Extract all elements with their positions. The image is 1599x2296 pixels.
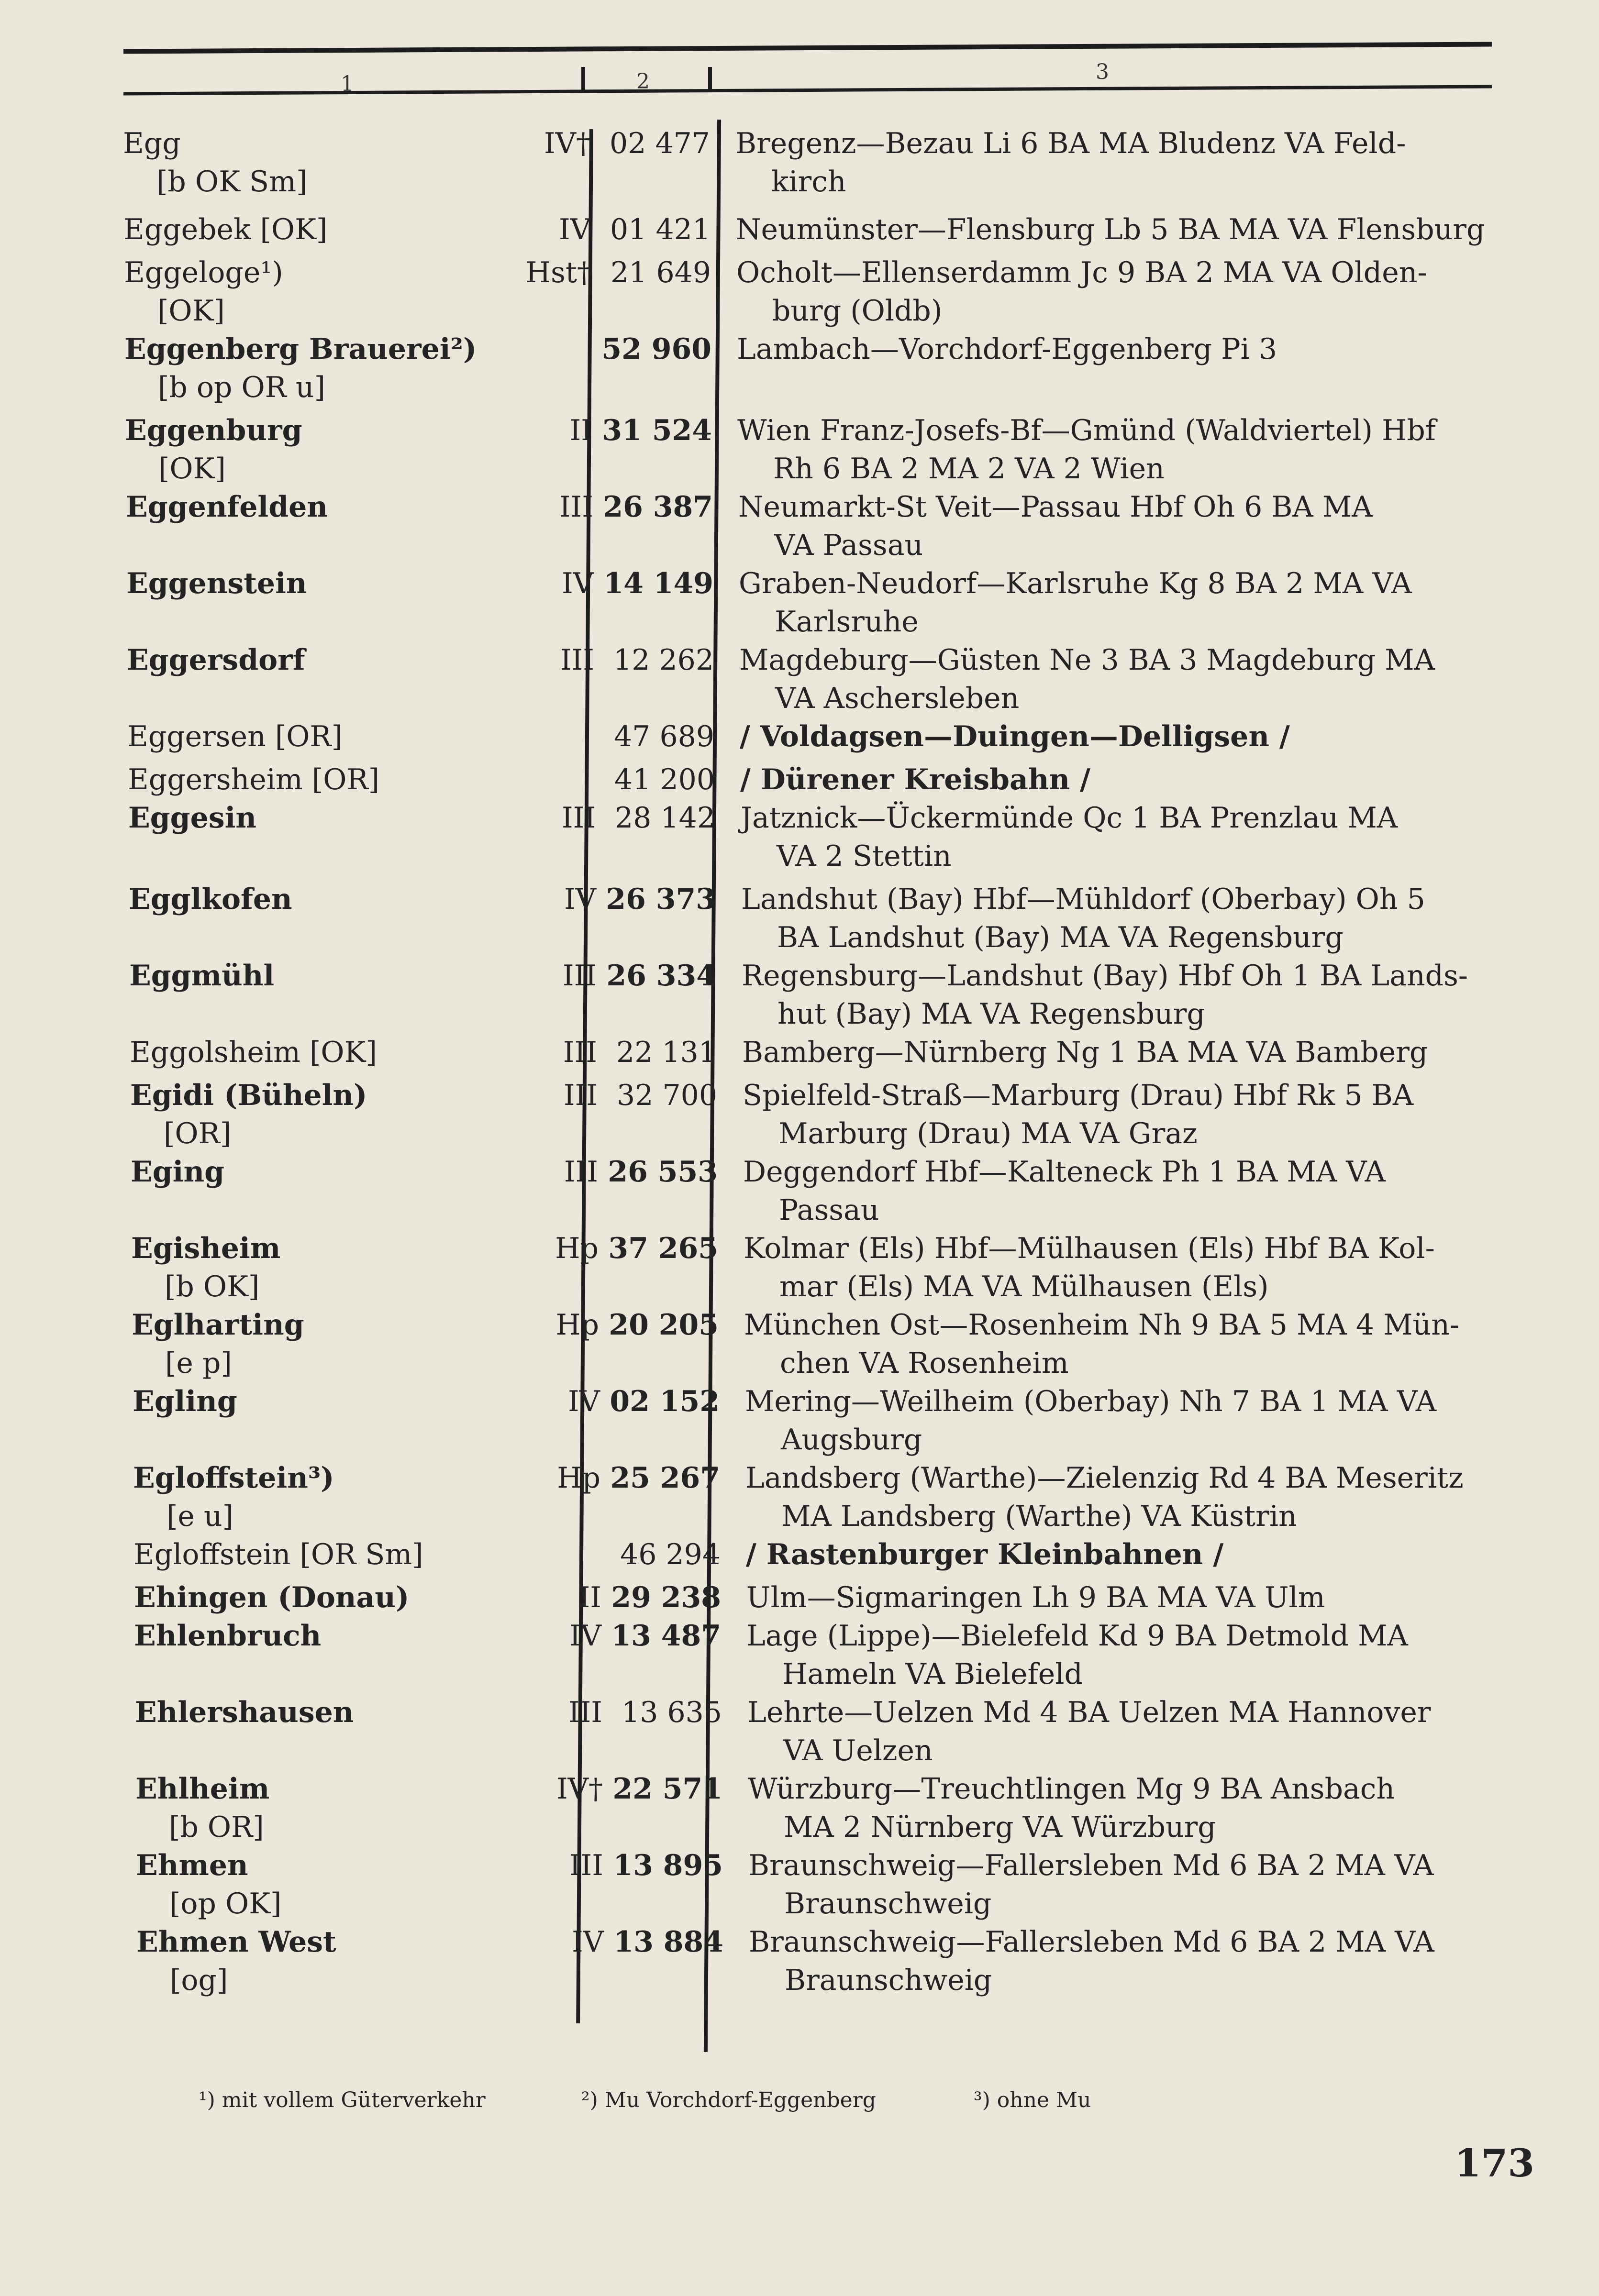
station-name: Eggenberg Brauerei²) bbox=[124, 332, 477, 366]
station-name: Eggenstein bbox=[126, 567, 307, 600]
station-name: Eggersen [OR] bbox=[127, 720, 343, 753]
route-line-continued: Karlsruhe bbox=[775, 605, 919, 639]
station-number: 47 689 bbox=[614, 720, 714, 753]
route-line-continued: Passau bbox=[779, 1193, 879, 1227]
station-cell bbox=[136, 1923, 529, 1999]
route-cell bbox=[736, 254, 1521, 330]
route-cell bbox=[748, 1846, 1533, 1923]
route-line: München Ost—Rosenheim Nh 9 BA 5 MA 4 Mün- bbox=[744, 1308, 1460, 1342]
station-class: II bbox=[578, 1581, 601, 1614]
station-number: 14 149 bbox=[603, 567, 713, 600]
station-number: 29 238 bbox=[611, 1581, 721, 1614]
route-cell bbox=[740, 761, 1525, 799]
station-cell bbox=[129, 880, 521, 918]
route-line-continued: Augsburg bbox=[781, 1423, 922, 1457]
station-name: Egisheim bbox=[131, 1232, 281, 1265]
station-number: 13 635 bbox=[622, 1696, 722, 1729]
route-line-continued: VA 2 Stettin bbox=[777, 839, 952, 873]
route-cell bbox=[746, 1617, 1531, 1693]
station-class: IV bbox=[569, 1619, 601, 1653]
station-cell bbox=[133, 1459, 525, 1535]
route-cell bbox=[741, 880, 1526, 957]
station-name: Eggeloge¹) bbox=[124, 256, 283, 289]
station-class: IV bbox=[564, 883, 596, 916]
station-cell bbox=[133, 1382, 525, 1421]
station-class: IV bbox=[561, 567, 594, 600]
station-class: III bbox=[568, 1696, 602, 1729]
station-name: Egloffstein³) bbox=[133, 1461, 334, 1495]
station-number: 21 649 bbox=[611, 256, 711, 289]
station-number: 26 334 bbox=[606, 959, 716, 993]
station-cell bbox=[130, 1076, 522, 1153]
station-number: 26 553 bbox=[608, 1155, 718, 1189]
route-line: Magdeburg—Güsten Ne 3 BA 3 Magdeburg MA bbox=[739, 643, 1435, 677]
station-annotation: [OK] bbox=[158, 452, 226, 486]
route-line: Jatznick—Ückermünde Qc 1 BA Prenzlau MA bbox=[741, 801, 1398, 835]
route-line-continued: Braunschweig bbox=[785, 1964, 992, 1997]
station-number: 26 373 bbox=[606, 883, 716, 916]
route-line-continued: MA Landsberg (Warthe) VA Küstrin bbox=[781, 1500, 1297, 1533]
station-number: 01 421 bbox=[610, 213, 711, 246]
station-cell bbox=[123, 210, 516, 249]
route-line: Mering—Weilheim (Oberbay) Nh 7 BA 1 MA VA bbox=[745, 1385, 1437, 1418]
station-cell bbox=[129, 957, 522, 995]
station-name: Eggolsheim [OK] bbox=[130, 1036, 377, 1069]
station-name: Eggersdorf bbox=[127, 643, 305, 677]
route-line: / Rastenburger Kleinbahnen / bbox=[746, 1538, 1224, 1571]
station-cell bbox=[135, 1693, 527, 1732]
route-line: Graben-Neudorf—Karlsruhe Kg 8 BA 2 MA VA bbox=[739, 567, 1412, 600]
route-line: Bamberg—Nürnberg Ng 1 BA MA VA Bamberg bbox=[742, 1036, 1428, 1069]
route-cell bbox=[738, 488, 1523, 564]
route-line-continued: burg (Oldb) bbox=[772, 294, 943, 328]
station-class: Hp bbox=[555, 1232, 599, 1265]
station-class: Hp bbox=[555, 1308, 599, 1342]
station-cell bbox=[128, 799, 521, 837]
route-line-continued: Rh 6 BA 2 MA 2 VA 2 Wien bbox=[773, 452, 1165, 486]
station-cell bbox=[134, 1617, 526, 1655]
column-header-1: 1 bbox=[341, 72, 354, 96]
route-line: Spielfeld-Straß—Marburg (Drau) Hbf Rk 5 BA bbox=[743, 1079, 1414, 1112]
route-line-continued: chen VA Rosenheim bbox=[780, 1347, 1069, 1380]
station-name: Eging bbox=[131, 1155, 225, 1189]
station-class: IV† bbox=[544, 127, 590, 160]
route-cell bbox=[747, 1693, 1532, 1770]
route-cell bbox=[744, 1306, 1529, 1382]
route-line: Regensburg—Landshut (Bay) Hbf Oh 1 BA Lands- bbox=[742, 959, 1468, 993]
route-line-continued: Braunschweig bbox=[784, 1887, 992, 1921]
route-line: Ocholt—Ellenserdamm Jc 9 BA 2 MA VA Olden- bbox=[736, 256, 1427, 289]
station-name: Egg bbox=[123, 127, 181, 160]
route-cell bbox=[743, 1153, 1528, 1229]
route-line-continued: kirch bbox=[771, 165, 846, 199]
route-cell bbox=[737, 411, 1522, 488]
station-annotation: [OR] bbox=[164, 1117, 232, 1150]
station-name: Eggesin bbox=[128, 801, 257, 835]
station-class: III bbox=[560, 643, 594, 677]
station-name: Ehlheim bbox=[135, 1772, 270, 1806]
station-class: IV bbox=[558, 213, 591, 246]
route-line: Landsberg (Warthe)—Zielenzig Rd 4 BA Meseritz bbox=[745, 1461, 1464, 1495]
station-name: Eggenfelden bbox=[126, 490, 328, 524]
route-line: Kolmar (Els) Hbf—Mülhausen (Els) Hbf BA Kol- bbox=[744, 1232, 1435, 1265]
route-line: Wien Franz-Josefs-Bf—Gmünd (Waldviertel) Hbf bbox=[737, 414, 1436, 447]
route-line: / Dürener Kreisbahn / bbox=[740, 763, 1090, 796]
station-cell bbox=[128, 761, 520, 799]
station-class: III bbox=[559, 490, 593, 524]
route-cell bbox=[745, 1459, 1530, 1535]
route-line: Neumünster—Flensburg Lb 5 BA MA VA Flensburg bbox=[736, 213, 1485, 246]
station-class: III bbox=[563, 1036, 597, 1069]
route-line: / Voldagsen—Duingen—Delligsen / bbox=[740, 720, 1290, 753]
station-cell bbox=[123, 124, 515, 201]
station-cell bbox=[126, 564, 519, 603]
route-line-continued: Hameln VA Bielefeld bbox=[782, 1657, 1083, 1691]
station-class: III bbox=[564, 1155, 598, 1189]
station-number: 13 895 bbox=[613, 1849, 723, 1882]
station-class: III bbox=[563, 1079, 598, 1112]
station-name: Ehlenbruch bbox=[134, 1619, 322, 1653]
station-number: 22 571 bbox=[612, 1772, 722, 1806]
page-number: 173 bbox=[1455, 2141, 1534, 2186]
route-line-continued: mar (Els) MA VA Mülhausen (Els) bbox=[779, 1270, 1269, 1303]
station-number: 22 131 bbox=[616, 1036, 717, 1069]
route-line: Lage (Lippe)—Bielefeld Kd 9 BA Detmold MA bbox=[746, 1619, 1408, 1653]
route-line: Bregenz—Bezau Li 6 BA MA Bludenz VA Feld- bbox=[735, 127, 1406, 160]
station-annotation: [OK] bbox=[157, 294, 225, 328]
station-cell bbox=[127, 718, 520, 756]
route-cell bbox=[746, 1535, 1531, 1574]
station-cell bbox=[131, 1229, 523, 1306]
station-annotation: [b OR] bbox=[169, 1810, 264, 1844]
station-class: II bbox=[569, 414, 592, 447]
route-line-continued: BA Landshut (Bay) MA VA Regensburg bbox=[777, 921, 1344, 954]
station-annotation: [e p] bbox=[165, 1347, 232, 1380]
station-number: 02 477 bbox=[610, 127, 710, 160]
route-cell bbox=[739, 641, 1524, 718]
station-class: IV bbox=[567, 1385, 600, 1418]
station-name: Egidi (Büheln) bbox=[130, 1079, 367, 1112]
route-line-continued: Marburg (Drau) MA VA Graz bbox=[778, 1117, 1198, 1150]
station-class: Hp bbox=[557, 1461, 600, 1495]
footnote-1: ¹) mit vollem Güterverkehr bbox=[199, 2088, 486, 2112]
route-cell bbox=[736, 210, 1521, 249]
station-name: Ehmen West bbox=[136, 1925, 336, 1959]
route-line: Lambach—Vorchdorf-Eggenberg Pi 3 bbox=[737, 332, 1277, 366]
station-number: 52 960 bbox=[601, 332, 711, 366]
route-cell bbox=[742, 1033, 1527, 1071]
route-line-continued: hut (Bay) MA VA Regensburg bbox=[777, 997, 1205, 1031]
route-line: Lehrte—Uelzen Md 4 BA Uelzen MA Hannover bbox=[747, 1696, 1431, 1729]
station-class: III bbox=[562, 959, 597, 993]
station-name: Eglharting bbox=[132, 1308, 304, 1342]
station-name: Eggersheim [OR] bbox=[128, 763, 380, 796]
station-cell bbox=[131, 1153, 523, 1191]
station-number: 13 884 bbox=[613, 1925, 723, 1959]
route-line-continued: VA Uelzen bbox=[783, 1734, 933, 1767]
station-number: 13 487 bbox=[611, 1619, 721, 1653]
station-name: Egloffstein [OR Sm] bbox=[133, 1538, 423, 1571]
route-line: Ulm—Sigmaringen Lh 9 BA MA VA Ulm bbox=[746, 1581, 1325, 1614]
station-name: Egling bbox=[133, 1385, 237, 1418]
route-cell bbox=[742, 957, 1526, 1033]
route-line-continued: MA 2 Nürnberg VA Würzburg bbox=[784, 1810, 1216, 1844]
station-number: 12 262 bbox=[613, 643, 714, 677]
route-cell bbox=[741, 799, 1525, 875]
route-line: Neumarkt-St Veit—Passau Hbf Oh 6 BA MA bbox=[738, 490, 1373, 524]
station-class: IV bbox=[571, 1925, 604, 1959]
station-cell bbox=[125, 411, 517, 488]
route-line: Landshut (Bay) Hbf—Mühldorf (Oberbay) Oh 5 bbox=[741, 883, 1425, 916]
station-name: Ehingen (Donau) bbox=[134, 1581, 410, 1614]
station-annotation: [og] bbox=[170, 1964, 228, 1997]
station-name: Egglkofen bbox=[129, 883, 292, 916]
station-number: 20 205 bbox=[609, 1308, 719, 1342]
station-name: Ehlershausen bbox=[135, 1696, 354, 1729]
station-number: 31 524 bbox=[602, 414, 712, 447]
route-line: Braunschweig—Fallersleben Md 6 BA 2 MA VA bbox=[749, 1925, 1434, 1959]
route-line: Würzburg—Treuchtlingen Mg 9 BA Ansbach bbox=[748, 1772, 1395, 1806]
station-cell bbox=[126, 488, 518, 526]
station-number: 28 142 bbox=[615, 801, 715, 835]
station-name: Eggebek [OK] bbox=[123, 213, 328, 246]
column-header-2: 2 bbox=[636, 69, 650, 94]
station-class: III bbox=[561, 801, 596, 835]
station-name: Eggmühl bbox=[129, 959, 275, 993]
station-number: 32 700 bbox=[617, 1079, 717, 1112]
station-number: 26 387 bbox=[603, 490, 713, 524]
column-header-3: 3 bbox=[1096, 60, 1109, 84]
station-number: 46 294 bbox=[620, 1538, 721, 1571]
station-cell bbox=[132, 1306, 524, 1382]
route-cell bbox=[739, 564, 1523, 641]
station-annotation: [op OK] bbox=[169, 1887, 282, 1921]
station-class: IV† bbox=[556, 1772, 603, 1806]
route-cell bbox=[740, 718, 1524, 756]
station-number: 25 267 bbox=[610, 1461, 720, 1495]
station-cell bbox=[134, 1578, 526, 1617]
station-number: 37 265 bbox=[608, 1232, 718, 1265]
route-cell bbox=[737, 330, 1521, 368]
route-cell bbox=[735, 124, 1520, 201]
route-cell bbox=[743, 1076, 1527, 1153]
station-name: Ehmen bbox=[136, 1849, 248, 1882]
station-class: III bbox=[569, 1849, 603, 1882]
route-cell bbox=[749, 1923, 1533, 1999]
route-line: Deggendorf Hbf—Kalteneck Ph 1 BA MA VA bbox=[743, 1155, 1386, 1189]
footnote-3: ³) ohne Mu bbox=[974, 2088, 1091, 2112]
station-cell bbox=[136, 1846, 528, 1923]
footnote-2: ²) Mu Vorchdorf-Eggenberg bbox=[581, 2088, 876, 2112]
station-cell bbox=[127, 641, 519, 679]
station-annotation: [b op OR u] bbox=[158, 371, 325, 404]
route-cell bbox=[746, 1578, 1531, 1617]
route-line-continued: VA Passau bbox=[774, 529, 923, 562]
station-cell bbox=[135, 1770, 528, 1846]
route-line-continued: VA Aschersleben bbox=[775, 682, 1020, 715]
station-annotation: [e u] bbox=[167, 1500, 234, 1533]
route-line: Braunschweig—Fallersleben Md 6 BA 2 MA VA bbox=[748, 1849, 1434, 1882]
station-annotation: [b OK] bbox=[165, 1270, 260, 1303]
station-number: 02 152 bbox=[610, 1385, 720, 1418]
station-name: Eggenburg bbox=[125, 414, 302, 447]
route-cell bbox=[748, 1770, 1532, 1846]
station-class: Hst† bbox=[525, 256, 591, 289]
route-cell bbox=[744, 1229, 1528, 1306]
station-cell bbox=[133, 1535, 526, 1574]
route-cell bbox=[745, 1382, 1530, 1459]
station-number: 41 200 bbox=[614, 763, 715, 796]
station-annotation: [b OK Sm] bbox=[156, 165, 308, 199]
station-cell bbox=[124, 254, 516, 330]
station-cell bbox=[124, 330, 517, 407]
station-cell bbox=[130, 1033, 522, 1071]
